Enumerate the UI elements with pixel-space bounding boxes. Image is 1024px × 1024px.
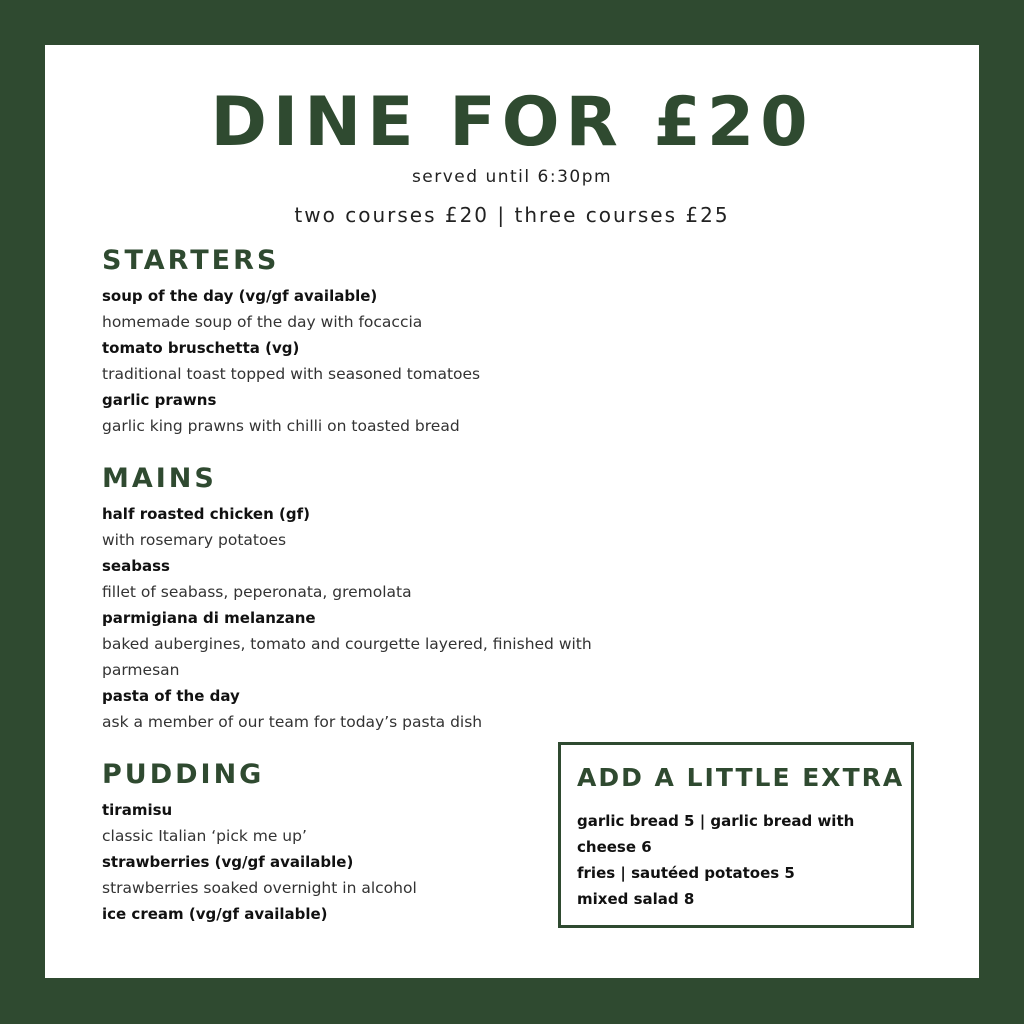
mains-heading: MAINS — [102, 463, 217, 494]
page-title: DINE FOR £20 — [210, 83, 814, 162]
extra-item: mixed salad 8 — [577, 890, 695, 908]
pudding-section — [102, 759, 502, 927]
menu-item-name: half roasted chicken (gf) — [102, 505, 310, 523]
menu-item-name: parmigiana di melanzane — [102, 609, 316, 627]
menu-item-description: with rosemary potatoes — [102, 531, 287, 549]
menu-item-name: garlic prawns — [102, 391, 217, 409]
menu-item-name: strawberries (vg/gf available) — [102, 853, 354, 871]
menu-item-description: classic Italian ‘pick me up’ — [102, 827, 307, 845]
menu-item-description: ask a member of our team for today’s pasta dish — [102, 713, 483, 731]
starters-heading: STARTERS — [102, 245, 280, 276]
served-until-text: served until 6:30pm — [411, 167, 613, 187]
menu-item-name: tomato bruschetta (vg) — [102, 339, 300, 357]
add-extra-heading: ADD A LITTLE EXTRA — [577, 763, 905, 792]
menu-item-description: fillet of seabass, peperonata, gremolata — [102, 583, 412, 601]
extra-item: garlic bread 5 | garlic bread with cheese 6 — [577, 812, 855, 856]
mains-section — [102, 463, 622, 735]
menu-item-description: homemade soup of the day with focaccia — [102, 313, 423, 331]
menu-item-description: garlic king prawns with chilli on toasted bread — [102, 417, 460, 435]
menu-item-name: seabass — [102, 557, 170, 575]
menu-item-name: pasta of the day — [102, 687, 240, 705]
course-pricing-text: two courses £20 | three courses £25 — [294, 203, 730, 227]
menu-item-description: baked aubergines, tomato and courgette layered, finished with parmesan — [102, 635, 592, 679]
add-extra-box — [558, 742, 914, 928]
pudding-heading: PUDDING — [102, 759, 265, 790]
extra-item: fries | sautéed potatoes 5 — [577, 864, 795, 882]
menu-card — [45, 45, 979, 978]
menu-item-name: tiramisu — [102, 801, 173, 819]
starters-section — [102, 245, 622, 439]
menu-item-description: strawberries soaked overnight in alcohol — [102, 879, 417, 897]
menu-item-name: soup of the day (vg/gf available) — [102, 287, 378, 305]
extras-list — [577, 808, 877, 912]
menu-item-name: ice cream (vg/gf available) — [102, 905, 328, 923]
menu-item-description: traditional toast topped with seasoned tomatoes — [102, 365, 481, 383]
